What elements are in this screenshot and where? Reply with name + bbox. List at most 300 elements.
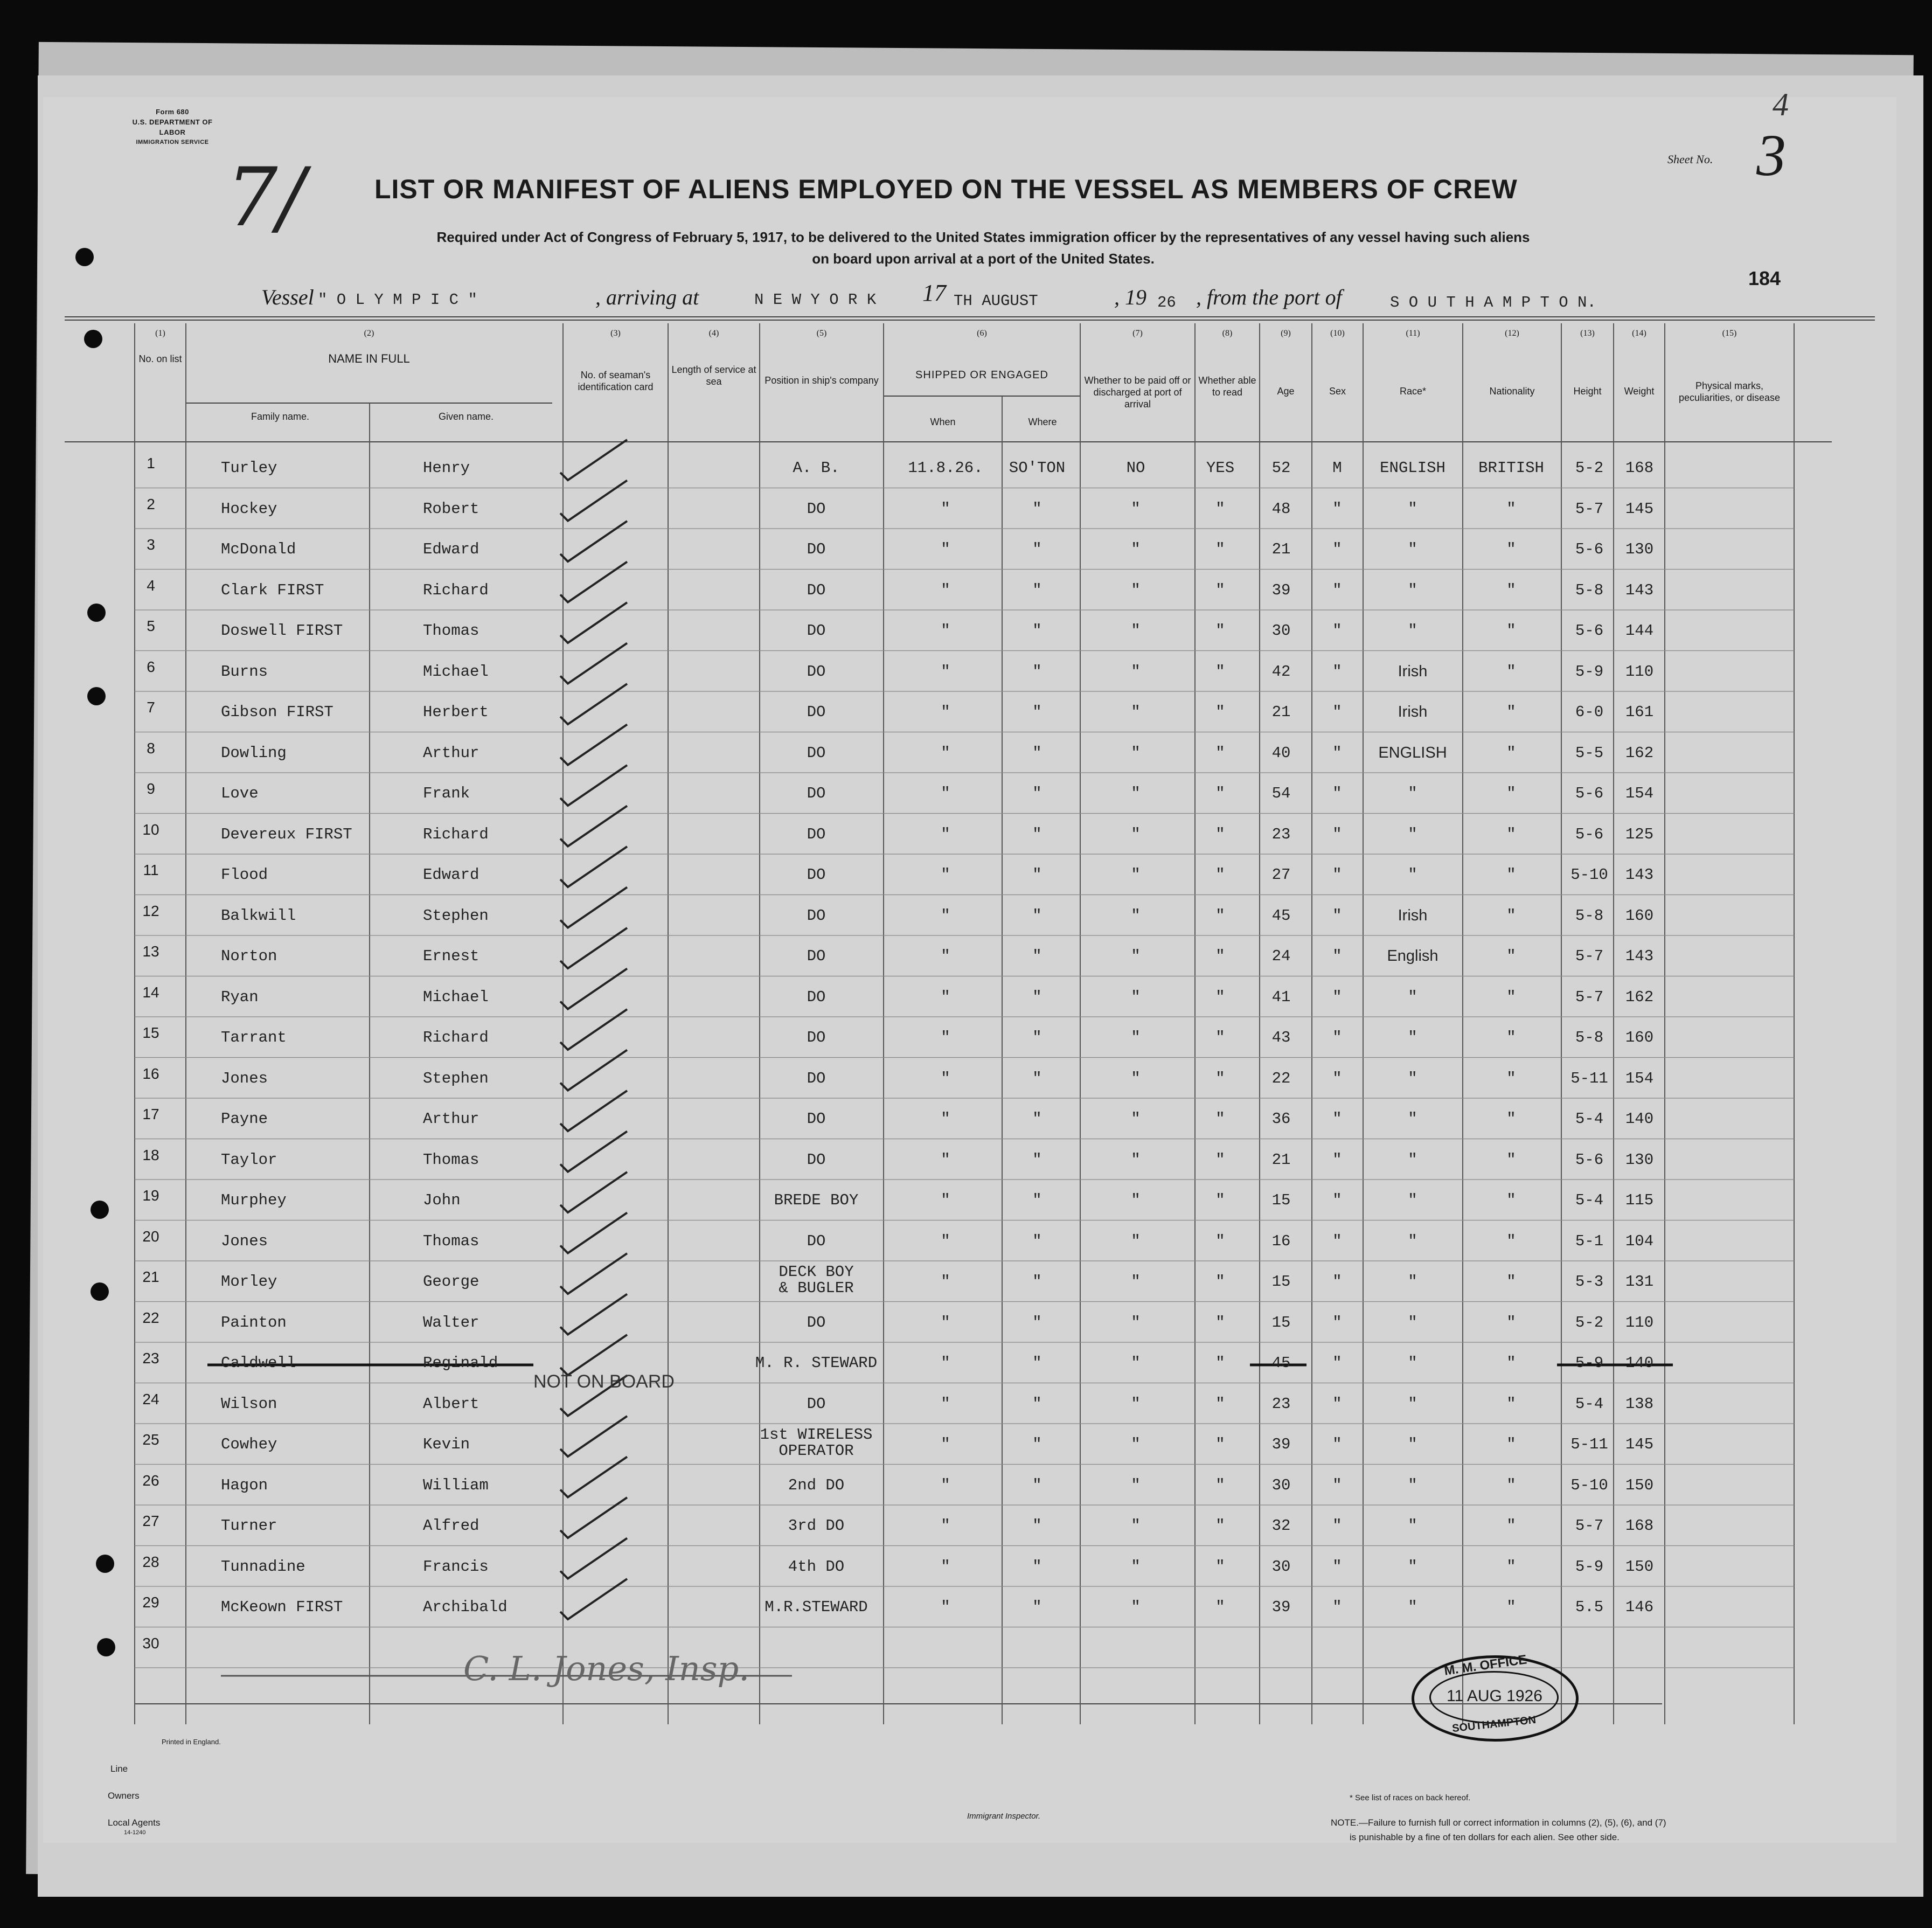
cell-nat: " bbox=[1506, 622, 1516, 640]
cell-where: " bbox=[1032, 1476, 1042, 1494]
cell-age: 52 bbox=[1271, 459, 1291, 477]
cell-sex: " bbox=[1332, 581, 1342, 599]
cell-when: " bbox=[941, 1069, 950, 1087]
cell-where: " bbox=[1032, 866, 1042, 884]
cell-paid: " bbox=[1131, 947, 1141, 965]
cell-read: YES bbox=[1206, 459, 1235, 477]
cell-given: Richard bbox=[423, 581, 489, 599]
cell-race: Irish bbox=[1398, 906, 1428, 924]
cell-nat: " bbox=[1506, 866, 1516, 884]
check-mark bbox=[560, 440, 627, 480]
column-header: Physical marks, peculiarities, or disease bbox=[1678, 380, 1781, 403]
cell-weight: 130 bbox=[1625, 540, 1654, 558]
cell-given: William bbox=[423, 1476, 489, 1494]
cell-weight: 150 bbox=[1625, 1557, 1654, 1576]
cell-sex: " bbox=[1332, 1476, 1342, 1494]
row-number: 19 bbox=[142, 1187, 159, 1204]
cell-nat: " bbox=[1506, 1557, 1516, 1576]
cell-race: ENGLISH bbox=[1380, 459, 1445, 477]
check-mark bbox=[560, 1335, 627, 1375]
cell-where: " bbox=[1032, 1273, 1042, 1291]
cell-paid: " bbox=[1131, 1313, 1141, 1331]
row-number: 28 bbox=[142, 1553, 159, 1570]
cell-when: " bbox=[941, 744, 950, 762]
cell-read: " bbox=[1215, 1110, 1225, 1128]
cell-family: Tunnadine bbox=[221, 1557, 305, 1576]
cell-nat: " bbox=[1506, 785, 1516, 802]
column-number: (3) bbox=[610, 329, 621, 338]
cell-paid: " bbox=[1131, 906, 1141, 925]
cell-height: 5-11 bbox=[1570, 1435, 1608, 1453]
column-number: (11) bbox=[1406, 329, 1420, 338]
cell-position: DO bbox=[807, 703, 826, 721]
cell-height: 5-10 bbox=[1570, 866, 1608, 884]
cell-race: " bbox=[1408, 500, 1417, 518]
cell-where: " bbox=[1032, 1517, 1042, 1535]
check-mark bbox=[560, 562, 627, 602]
cell-family: Jones bbox=[221, 1232, 268, 1250]
cell-height: 5.5 bbox=[1575, 1598, 1604, 1616]
cell-race: " bbox=[1408, 622, 1417, 640]
cell-height: 5-2 bbox=[1575, 1313, 1604, 1331]
cell-given: Thomas bbox=[423, 1232, 479, 1250]
cell-sex: " bbox=[1332, 1313, 1342, 1331]
row-number: 21 bbox=[142, 1268, 159, 1285]
cell-sex: " bbox=[1332, 1354, 1342, 1372]
cell-family: Painton bbox=[221, 1313, 287, 1331]
cell-paid: " bbox=[1131, 662, 1141, 681]
column-header: Whether to be paid off or discharged at port of arrival bbox=[1084, 375, 1191, 410]
cell-height: 5-9 bbox=[1575, 662, 1604, 681]
from-label: , from the port of bbox=[1196, 285, 1342, 309]
column-number: (8) bbox=[1222, 329, 1233, 338]
cell-paid: " bbox=[1131, 785, 1141, 802]
cell-read: " bbox=[1215, 744, 1225, 762]
cell-paid: " bbox=[1131, 540, 1141, 558]
column-header: Height bbox=[1573, 386, 1602, 397]
cell-weight: 115 bbox=[1625, 1191, 1654, 1209]
cell-height: 5-8 bbox=[1575, 906, 1604, 925]
cell-where: " bbox=[1032, 1354, 1042, 1372]
cell-age: 41 bbox=[1271, 988, 1291, 1006]
cell-weight: 146 bbox=[1625, 1598, 1654, 1616]
where-subhead: Where bbox=[1028, 417, 1057, 427]
row-number: 30 bbox=[142, 1634, 159, 1652]
cell-read: " bbox=[1215, 500, 1225, 518]
cell-position: DO bbox=[807, 622, 826, 640]
cell-where: " bbox=[1032, 1395, 1042, 1413]
row-number: 22 bbox=[142, 1309, 159, 1326]
cell-age: 45 bbox=[1271, 1354, 1291, 1372]
cell-given: Robert bbox=[423, 500, 479, 518]
cell-when: " bbox=[941, 622, 950, 640]
cell-given: Thomas bbox=[423, 1150, 479, 1169]
cell-family: Turner bbox=[221, 1517, 277, 1535]
column-header: Nationality bbox=[1489, 386, 1535, 397]
cell-height: 5-7 bbox=[1575, 1517, 1604, 1535]
check-mark bbox=[560, 1132, 627, 1172]
row-number: 17 bbox=[142, 1106, 159, 1122]
cell-given: Ernest bbox=[423, 947, 479, 965]
cell-race: " bbox=[1408, 825, 1417, 843]
cell-read: " bbox=[1215, 1557, 1225, 1576]
cell-paid: " bbox=[1131, 703, 1141, 721]
column-number: (15) bbox=[1722, 329, 1737, 338]
cell-read: " bbox=[1215, 1232, 1225, 1250]
column-header: No. on list bbox=[138, 353, 182, 364]
cell-race: Irish bbox=[1398, 703, 1428, 720]
cell-position: DO bbox=[807, 825, 826, 843]
cell-age: 21 bbox=[1271, 540, 1291, 558]
row-number: 5 bbox=[147, 618, 155, 634]
cell-paid: " bbox=[1131, 1517, 1141, 1535]
cell-age: 23 bbox=[1271, 825, 1291, 843]
cell-height: 5-9 bbox=[1575, 1354, 1604, 1372]
cell-age: 30 bbox=[1271, 1476, 1291, 1494]
cell-sex: " bbox=[1332, 866, 1342, 884]
cell-weight: 168 bbox=[1625, 459, 1654, 477]
cell-race: " bbox=[1408, 1598, 1417, 1616]
cell-read: " bbox=[1215, 906, 1225, 925]
check-mark bbox=[560, 806, 627, 847]
cell-when: 11.8.26. bbox=[908, 459, 983, 477]
cell-sex: " bbox=[1332, 1435, 1342, 1453]
cell-where: " bbox=[1032, 1557, 1042, 1576]
cell-race: English bbox=[1387, 947, 1438, 965]
cell-when: " bbox=[941, 1435, 950, 1453]
cell-sex: " bbox=[1332, 1273, 1342, 1291]
cell-given: Herbert bbox=[423, 703, 489, 721]
check-mark bbox=[560, 847, 627, 887]
cell-age: 24 bbox=[1271, 947, 1291, 965]
cell-read: " bbox=[1215, 825, 1225, 843]
cell-weight: 168 bbox=[1625, 1517, 1654, 1535]
cell-weight: 125 bbox=[1625, 825, 1654, 843]
cell-age: 42 bbox=[1271, 662, 1291, 681]
when-subhead: When bbox=[930, 417, 956, 427]
cell-paid: " bbox=[1131, 1435, 1141, 1453]
cell-where: SO'TON bbox=[1009, 459, 1066, 477]
row-number: 16 bbox=[142, 1065, 159, 1082]
cell-sex: " bbox=[1332, 1557, 1342, 1576]
cell-paid: " bbox=[1131, 1395, 1141, 1413]
check-mark bbox=[560, 969, 627, 1009]
cell-where: " bbox=[1032, 1313, 1042, 1331]
cell-given: Michael bbox=[423, 662, 489, 681]
column-header: Position in ship's company bbox=[765, 375, 879, 386]
cell-family: Wilson bbox=[221, 1395, 277, 1413]
cell-position: DO bbox=[807, 1313, 826, 1331]
cell-family: Dowling bbox=[221, 744, 287, 762]
family-name-subhead: Family name. bbox=[251, 411, 310, 422]
cell-weight: 161 bbox=[1625, 703, 1654, 721]
cell-position: DO bbox=[807, 866, 826, 884]
cell-weight: 140 bbox=[1625, 1110, 1654, 1128]
cell-paid: " bbox=[1131, 1557, 1141, 1576]
cell-where: " bbox=[1032, 1029, 1042, 1046]
row-number: 15 bbox=[142, 1024, 159, 1041]
cell-when: " bbox=[941, 1395, 950, 1413]
cell-read: " bbox=[1215, 1598, 1225, 1616]
column-number: (5) bbox=[816, 329, 827, 338]
vessel-label: Vessel bbox=[261, 285, 314, 309]
cell-where: " bbox=[1032, 785, 1042, 802]
cell-position: DO bbox=[807, 1150, 826, 1169]
cell-race: " bbox=[1408, 1354, 1417, 1372]
cell-height: 6-0 bbox=[1575, 703, 1604, 721]
cell-given: Arthur bbox=[423, 744, 479, 762]
cell-position: DO bbox=[807, 1069, 826, 1087]
cell-where: " bbox=[1032, 540, 1042, 558]
cell-nat: " bbox=[1506, 1029, 1516, 1046]
cell-family: Clark FIRST bbox=[221, 581, 324, 599]
column-number: (6) bbox=[977, 329, 987, 338]
cell-age: 30 bbox=[1271, 1557, 1291, 1576]
cell-given: Stephen bbox=[423, 1069, 489, 1087]
cell-race: " bbox=[1408, 1273, 1417, 1291]
cell-nat: " bbox=[1506, 500, 1516, 518]
cell-nat: " bbox=[1506, 540, 1516, 558]
cell-family: Jones bbox=[221, 1069, 268, 1087]
cell-family: Devereux FIRST bbox=[221, 825, 352, 843]
cell-nat: " bbox=[1506, 1191, 1516, 1209]
cell-weight: 162 bbox=[1625, 744, 1654, 762]
cell-given: Archibald bbox=[423, 1598, 508, 1616]
cell-height: 5-6 bbox=[1575, 622, 1604, 640]
inspector-signature: C. L. Jones, Insp. bbox=[463, 1649, 749, 1688]
cell-height: 5-2 bbox=[1575, 459, 1604, 477]
cell-when: " bbox=[941, 1354, 950, 1372]
arrival-month: TH AUGUST bbox=[954, 292, 1038, 310]
cell-paid: " bbox=[1131, 1150, 1141, 1169]
cell-sex: " bbox=[1332, 785, 1342, 802]
cell-nat: " bbox=[1506, 1110, 1516, 1128]
cell-sex: " bbox=[1332, 1517, 1342, 1535]
cell-when: " bbox=[941, 988, 950, 1006]
cell-paid: NO bbox=[1126, 459, 1145, 477]
cell-race: " bbox=[1408, 581, 1417, 599]
cell-age: 15 bbox=[1271, 1313, 1291, 1331]
cell-weight: 110 bbox=[1625, 1313, 1654, 1331]
row-number: 13 bbox=[142, 943, 159, 960]
cell-position: M.R.STEWARD bbox=[765, 1598, 868, 1616]
handwritten-mark: 7/ bbox=[226, 151, 305, 245]
cell-race: " bbox=[1408, 1029, 1417, 1046]
cell-position: DECK BOY & BUGLER bbox=[779, 1263, 854, 1297]
cell-nat: " bbox=[1506, 1517, 1516, 1535]
cell-family: Murphey bbox=[221, 1191, 287, 1209]
cell-when: " bbox=[941, 703, 950, 721]
cell-nat: " bbox=[1506, 947, 1516, 965]
cell-where: " bbox=[1032, 1232, 1042, 1250]
cell-when: " bbox=[941, 1150, 950, 1169]
cell-height: 5-8 bbox=[1575, 581, 1604, 599]
row-number: 29 bbox=[142, 1594, 159, 1611]
cell-read: " bbox=[1215, 1354, 1225, 1372]
penalty-note: NOTE.—Failure to furnish full or correct information in columns (2), (5), (6), and (7) bbox=[1331, 1818, 1666, 1828]
cell-given: Reginald bbox=[423, 1354, 498, 1372]
cell-family: Caldwell bbox=[221, 1354, 296, 1372]
cell-nat: " bbox=[1506, 1395, 1516, 1413]
agents-label: Local Agents bbox=[108, 1818, 161, 1828]
cell-read: " bbox=[1215, 947, 1225, 965]
check-mark bbox=[560, 1009, 627, 1050]
cell-age: 23 bbox=[1271, 1395, 1291, 1413]
cell-sex: " bbox=[1332, 1150, 1342, 1169]
cell-position: 2nd DO bbox=[788, 1476, 845, 1494]
column-header: NAME IN FULL bbox=[328, 352, 410, 365]
cell-read: " bbox=[1215, 703, 1225, 721]
cell-age: 39 bbox=[1271, 1435, 1291, 1453]
check-mark bbox=[560, 725, 627, 765]
cell-read: " bbox=[1215, 1395, 1225, 1413]
cell-where: " bbox=[1032, 622, 1042, 640]
cell-family: Love bbox=[221, 785, 259, 802]
cell-given: George bbox=[423, 1273, 479, 1291]
sheet-label: Sheet No. bbox=[1667, 152, 1713, 166]
cell-family: Taylor bbox=[221, 1150, 277, 1169]
cell-when: " bbox=[941, 1232, 950, 1250]
corner-mark: 4 bbox=[1773, 87, 1789, 122]
row-number: 14 bbox=[142, 983, 159, 1001]
cell-weight: 131 bbox=[1625, 1273, 1654, 1291]
cell-position: DO bbox=[807, 1029, 826, 1046]
cell-sex: " bbox=[1332, 1598, 1342, 1616]
cell-family: Gibson FIRST bbox=[221, 703, 333, 721]
cell-where: " bbox=[1032, 988, 1042, 1006]
cell-weight: 143 bbox=[1625, 947, 1654, 965]
cell-when: " bbox=[941, 906, 950, 925]
department-name: U.S. DEPARTMENT OF LABOR bbox=[132, 118, 213, 136]
cell-family: Balkwill bbox=[221, 906, 296, 925]
cell-race: " bbox=[1408, 1150, 1417, 1169]
document-title: LIST OR MANIFEST OF ALIENS EMPLOYED ON THE VESSEL AS MEMBERS OF CREW bbox=[374, 174, 1518, 204]
cell-when: " bbox=[941, 662, 950, 681]
cell-weight: 130 bbox=[1625, 1150, 1654, 1169]
cell-height: 5-4 bbox=[1575, 1395, 1604, 1413]
check-mark bbox=[560, 1497, 627, 1538]
cell-where: " bbox=[1032, 1110, 1042, 1128]
row-number: 1 bbox=[147, 455, 155, 471]
cell-position: DO bbox=[807, 540, 826, 558]
cell-race: " bbox=[1408, 1395, 1417, 1413]
cell-sex: " bbox=[1332, 947, 1342, 965]
row-number: 3 bbox=[147, 536, 155, 553]
cell-given: Edward bbox=[423, 866, 479, 884]
cell-race: " bbox=[1408, 988, 1417, 1006]
service-name: IMMIGRATION SERVICE bbox=[136, 139, 209, 145]
cell-weight: 150 bbox=[1625, 1476, 1654, 1494]
cell-nat: " bbox=[1506, 1273, 1516, 1291]
cell-position: DO bbox=[807, 906, 826, 925]
cell-paid: " bbox=[1131, 1191, 1141, 1209]
cell-position: BREDE BOY bbox=[774, 1191, 859, 1209]
cell-age: 39 bbox=[1271, 1598, 1291, 1616]
cell-given: Kevin bbox=[423, 1435, 470, 1453]
cell-family: Flood bbox=[221, 866, 268, 884]
cell-sex: " bbox=[1332, 825, 1342, 843]
cell-sex: " bbox=[1332, 906, 1342, 925]
check-mark bbox=[560, 1253, 627, 1294]
cell-sex: " bbox=[1332, 703, 1342, 721]
cell-position: DO bbox=[807, 1110, 826, 1128]
cell-race: " bbox=[1408, 1435, 1417, 1453]
cell-when: " bbox=[941, 581, 950, 599]
cell-race: " bbox=[1408, 1110, 1417, 1128]
cell-family: Ryan bbox=[221, 988, 259, 1006]
agents-code: 14-1240 bbox=[124, 1829, 146, 1836]
cell-nat: " bbox=[1506, 1435, 1516, 1453]
cell-nat: " bbox=[1506, 1069, 1516, 1087]
cell-when: " bbox=[941, 1557, 950, 1576]
cell-when: " bbox=[941, 1598, 950, 1616]
cell-height: 5-4 bbox=[1575, 1191, 1604, 1209]
check-mark bbox=[560, 928, 627, 968]
column-number: (2) bbox=[364, 329, 374, 338]
check-mark bbox=[560, 1457, 627, 1497]
cell-paid: " bbox=[1131, 988, 1141, 1006]
cell-nat: " bbox=[1506, 825, 1516, 843]
cell-when: " bbox=[941, 500, 950, 518]
cell-weight: 110 bbox=[1625, 662, 1654, 681]
cell-height: 5-11 bbox=[1570, 1069, 1608, 1087]
row-number: 4 bbox=[147, 577, 155, 594]
cell-nat: " bbox=[1506, 988, 1516, 1006]
row-number: 24 bbox=[142, 1390, 159, 1407]
given-name-subhead: Given name. bbox=[438, 411, 494, 422]
subtitle-line-1: Required under Act of Congress of February 5, 1917, to be delivered to the United States immigration officer by the representatives of any vessel having such aliens bbox=[436, 229, 1530, 245]
cell-paid: " bbox=[1131, 1273, 1141, 1291]
row-number: 18 bbox=[142, 1146, 159, 1163]
check-mark bbox=[560, 1416, 627, 1457]
cell-sex: " bbox=[1332, 1395, 1342, 1413]
cell-given: Walter bbox=[423, 1313, 479, 1331]
cell-race: " bbox=[1408, 785, 1417, 802]
cell-sex: " bbox=[1332, 622, 1342, 640]
cell-read: " bbox=[1215, 1313, 1225, 1331]
cell-sex: " bbox=[1332, 1029, 1342, 1046]
cell-height: 5-7 bbox=[1575, 988, 1604, 1006]
cell-when: " bbox=[941, 540, 950, 558]
arrival-port: N E W Y O R K bbox=[754, 291, 877, 309]
row-number: 11 bbox=[143, 862, 159, 878]
cell-race: Irish bbox=[1398, 662, 1428, 680]
cell-position: 1st WIRELESS OPERATOR bbox=[760, 1426, 873, 1460]
cell-where: " bbox=[1032, 744, 1042, 762]
cell-read: " bbox=[1215, 1435, 1225, 1453]
cell-read: " bbox=[1215, 581, 1225, 599]
cell-weight: 154 bbox=[1625, 785, 1654, 802]
cell-age: 30 bbox=[1271, 622, 1291, 640]
cell-age: 15 bbox=[1271, 1191, 1291, 1209]
cell-when: " bbox=[941, 785, 950, 802]
column-header: Sex bbox=[1329, 386, 1346, 397]
column-number: (9) bbox=[1281, 329, 1291, 338]
cell-race: " bbox=[1408, 1232, 1417, 1250]
cell-read: " bbox=[1215, 866, 1225, 884]
cell-weight: 138 bbox=[1625, 1395, 1654, 1413]
cell-sex: " bbox=[1332, 988, 1342, 1006]
cell-where: " bbox=[1032, 1191, 1042, 1209]
penalty-note-2: is punishable by a fine of ten dollars for each alien. See other side. bbox=[1350, 1832, 1620, 1842]
cell-weight: 160 bbox=[1625, 906, 1654, 925]
cell-given: Henry bbox=[423, 459, 470, 477]
line-label: Line bbox=[110, 1764, 128, 1774]
check-mark bbox=[560, 1294, 627, 1335]
cell-where: " bbox=[1032, 500, 1042, 518]
page-number: 184 bbox=[1748, 267, 1781, 289]
check-mark bbox=[560, 602, 627, 643]
